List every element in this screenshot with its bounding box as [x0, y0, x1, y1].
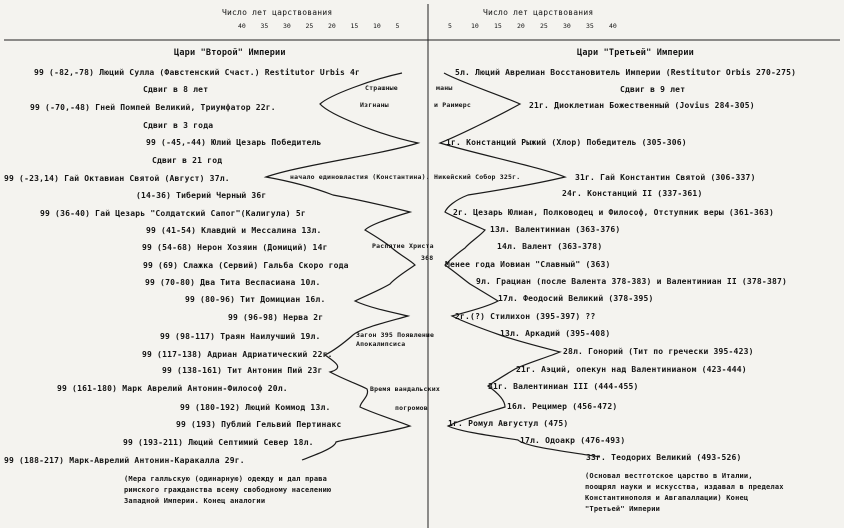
right-entry: 31г. Гай Константин Святой (306-337): [575, 173, 756, 182]
middle-note: начало единовластия (Константина). Никейский Собор 325г.: [290, 173, 521, 181]
right-entry: Менее года Иовиан "Славный" (363): [445, 260, 611, 269]
right-entry: 13л. Валентиниан (363-376): [490, 225, 621, 234]
right-header-title: Число лет царствования: [483, 8, 594, 17]
left-shift-label: Сдвиг в 3 года: [143, 121, 214, 130]
right-tick-label: 25: [540, 22, 548, 30]
left-entry: 99 (138-161) Тит Антонин Пий 23г: [162, 366, 323, 375]
left-entry: 99 (117-138) Адриан Адриатический 22г.: [142, 350, 333, 359]
right-entry: 9л. Грациан (после Валента 378-383) и Валентиниан II (378-387): [476, 277, 788, 286]
right-entry: 21г. Аэций, опекун над Валентинианом (423-444): [516, 365, 747, 374]
left-entry: 99 (41-54) Клавдий и Мессалина 13л.: [146, 226, 322, 235]
right-tick-label: 35: [586, 22, 594, 30]
left-entry: 99 (188-217) Марк-Аврелий Антонин-Каракалла 29г.: [4, 456, 245, 465]
right-entry: 17л. Одоакр (476-493): [520, 436, 626, 445]
right-tick-label: 15: [494, 22, 502, 30]
left-tick-label: 10: [373, 22, 381, 30]
left-entry: 99 (98-117) Траян Наилучший 19л.: [160, 332, 321, 341]
right-tick-label: 5: [448, 22, 452, 30]
right-entry: 16л. Рецимер (456-472): [507, 402, 618, 411]
middle-note: Время вандальских: [370, 385, 440, 393]
left-entry: (14-36) Тиберий Черный 36г: [136, 191, 267, 200]
right-tick-label: 30: [563, 22, 571, 30]
left-shift-label: Сдвиг в 21 год: [152, 156, 223, 165]
middle-note: Загон 395 Появление Апокалипсиса: [356, 331, 435, 348]
right-shift-label: Сдвиг в 9 лет: [620, 85, 686, 94]
left-entry: 99 (80-96) Тит Домициан 16л.: [185, 295, 326, 304]
left-header-title: Число лет царствования: [222, 8, 333, 17]
left-entry: 99 (-70,-48) Гней Помпей Великий, Триумфатор 22г.: [30, 103, 276, 112]
right-entry: 28л. Гонорий (Тит по гречески 395-423): [563, 347, 754, 356]
left-entry: 99 (69) Слажка (Сервий) Гальба Скоро года: [143, 261, 349, 270]
right-entry: 2г. Цезарь Юлиан, Полководец и Философ, Отступник веры (361-363): [453, 208, 775, 217]
right-entry: 5л. Люций Аврелиан Восстановитель Империи (Restitutor Orbis 270-275): [455, 68, 797, 77]
left-entry: 99 (54-68) Нерон Хозяин (Домиций) 14г: [142, 243, 328, 252]
right-entry: 13л. Аркадий (395-408): [500, 329, 611, 338]
right-entry: 24г. Констанций II (337-361): [562, 189, 703, 198]
right-tick-label: 40: [609, 22, 617, 30]
middle-note: погромов: [395, 404, 428, 412]
left-entry: 99 (193-211) Люций Септимий Север 18л.: [123, 438, 314, 447]
right-entry: 1г. Констанций Рыжий (Хлор) Победитель (305-306): [446, 138, 687, 147]
left-tick-label: 15: [350, 22, 359, 30]
left-tick-label: 40: [238, 22, 246, 30]
left-tick-label: 35: [260, 22, 269, 30]
right-entry: 17л. Феодосий Великий (378-395): [498, 294, 654, 303]
left-entry: 99 (-45,-44) Юлий Цезарь Победитель: [146, 138, 322, 147]
left-entry: 99 (96-98) Нерва 2г: [228, 313, 324, 322]
left-tick-label: 20: [328, 22, 336, 30]
right-entry: 31г. Валентиниан III (444-455): [488, 382, 639, 391]
left-shift-label: Сдвиг в 8 лет: [143, 85, 209, 94]
left-entry: 99 (180-192) Люций Коммод 13л.: [180, 403, 331, 412]
left-tick-label: 5: [395, 22, 400, 30]
middle-note: 368: [421, 254, 434, 262]
right-entry: 21г. Диоклетиан Божественный (Jovius 284-305): [529, 101, 755, 110]
left-column-title: Цари "Второй" Империи: [174, 48, 286, 58]
right-footnote: (Основал вестготское царство в Италии, поощрял науки и искусства, издавал в пределах Константинополя и Авгапаллации) Конец "Третьей" Империи: [585, 472, 784, 513]
middle-note: Распятие Христа: [372, 242, 434, 250]
right-tick-label: 10: [471, 22, 479, 30]
left-entry: 99 (-82,-78) Люций Сулла (Фавстенский Счаст.) Restitutor Urbis 4г: [34, 68, 361, 77]
right-entry: 2г.(?) Стилихон (395-397) ??: [455, 312, 596, 321]
middle-note: Страшные: [365, 84, 398, 92]
middle-note: и Раимерс: [434, 101, 472, 109]
left-entry: 99 (70-80) Два Тита Веспасиана 10л.: [145, 278, 321, 287]
right-tick-label: 20: [517, 22, 525, 30]
left-tick-label: 30: [283, 22, 291, 30]
left-entry: 99 (161-180) Марк Аврелий Антонин-Философ 20л.: [57, 384, 288, 393]
left-entry: 99 (-23,14) Гай Октавиан Святой (Август) 37л.: [4, 174, 230, 183]
right-entry: 14л. Валент (363-378): [497, 242, 603, 251]
left-footnote: (Мера галльскую (одинарную) одежду и дал права римского гражданства всему свободному населению Западной Империи. Конец аналогии: [124, 475, 332, 505]
right-column-title: Цари "Третьей" Империи: [577, 48, 694, 58]
right-entry: 1г. Ромул Августул (475): [448, 419, 569, 428]
middle-note: маны: [436, 84, 453, 92]
left-entry: 99 (193) Публий Гельвий Пертинакс: [176, 420, 342, 429]
middle-note: Изгнаны: [360, 101, 389, 109]
left-entry: 99 (36-40) Гай Цезарь "Солдатский Сапог"(Калигула) 5г: [40, 209, 306, 218]
right-entry: 33г. Теодорих Великий (493-526): [586, 453, 742, 462]
left-tick-label: 25: [305, 22, 314, 30]
